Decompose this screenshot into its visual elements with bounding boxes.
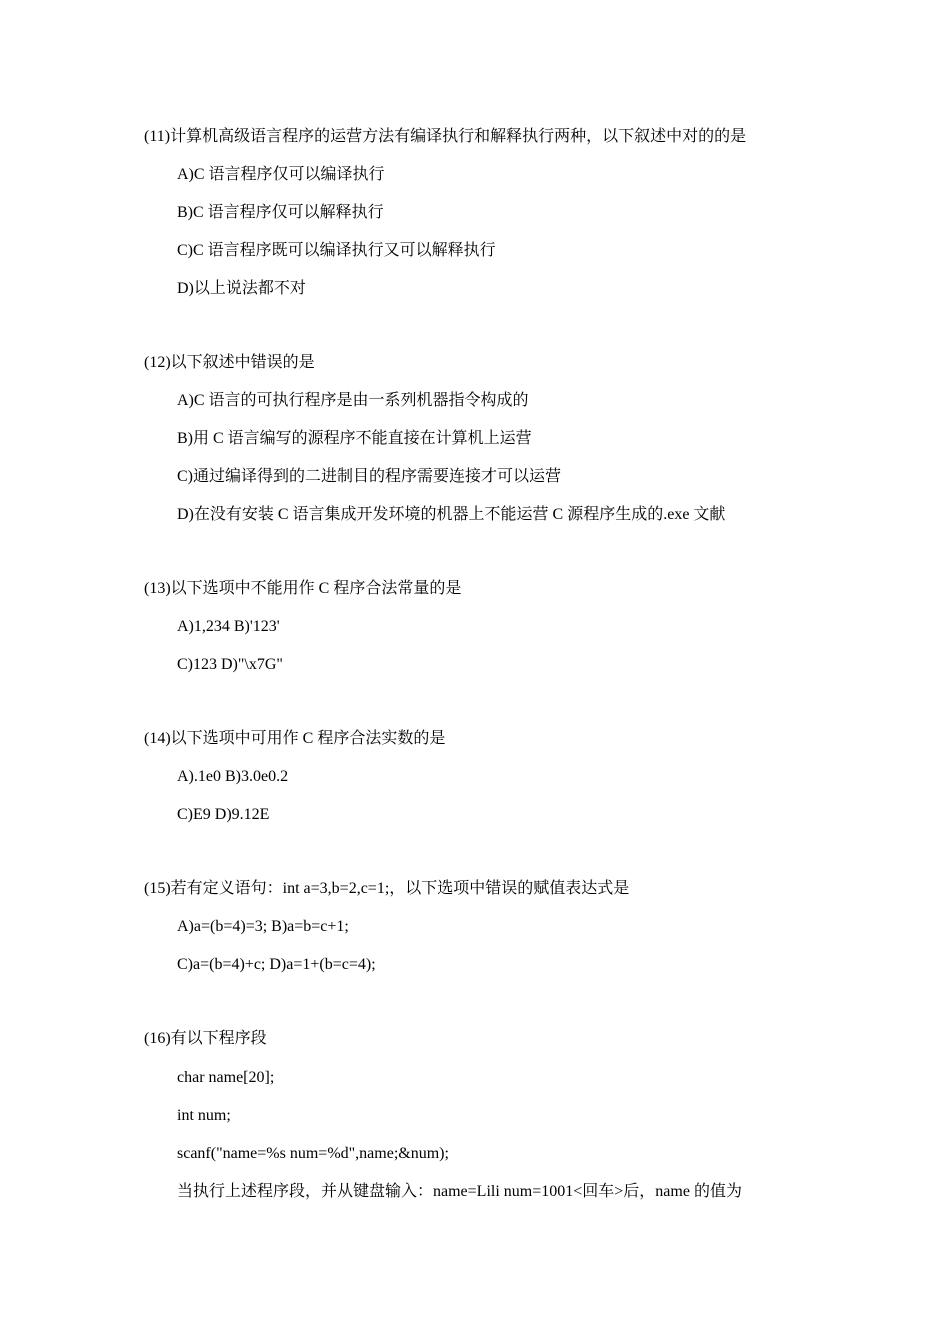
question-13-options-cd: C)123 D)"\x7G" — [177, 656, 283, 673]
question-11-option-d: D)以上说法都不对 — [177, 280, 306, 297]
question-14-options-ab: A).1e0 B)3.0e0.2 — [177, 768, 289, 785]
question-12-option-b: B)用 C 语言编写的源程序不能直接在计算机上运营 — [177, 430, 532, 447]
question-13-stem: (13)以下选项中不能用作 C 程序合法常量的是 — [144, 580, 462, 597]
question-16-code-line-3: scanf("name=%s num=%d",name;&num); — [177, 1145, 449, 1162]
question-11-option-a: A)C 语言程序仅可以编译执行 — [177, 166, 385, 183]
question-12-option-a: A)C 语言的可执行程序是由一系列机器指令构成的 — [177, 392, 529, 409]
question-11-stem: (11)计算机高级语言程序的运营方法有编译执行和解释执行两种，以下叙述中对的的是 — [144, 128, 747, 145]
question-14-stem: (14)以下选项中可用作 C 程序合法实数的是 — [144, 730, 446, 747]
question-15-stem: (15)若有定义语句：int a=3,b=2,c=1;，以下选项中错误的赋值表达式是 — [144, 880, 630, 897]
question-16-code-line-1: char name[20]; — [177, 1069, 275, 1086]
question-14-options-cd: C)E9 D)9.12E — [177, 806, 270, 823]
question-15-options-cd: C)a=(b=4)+c; D)a=1+(b=c=4); — [177, 956, 376, 973]
question-13-options-ab: A)1,234 B)'123' — [177, 618, 280, 635]
question-12-option-c: C)通过编译得到的二进制目的程序需要连接才可以运营 — [177, 468, 562, 485]
question-16-prompt: 当执行上述程序段，并从键盘输入：name=Lili num=1001<回车>后，name 的值为 — [177, 1183, 742, 1200]
question-12-stem: (12)以下叙述中错误的是 — [144, 354, 315, 371]
question-11-option-c: C)C 语言程序既可以编译执行又可以解释执行 — [177, 242, 496, 259]
question-15-options-ab: A)a=(b=4)=3; B)a=b=c+1; — [177, 918, 349, 935]
question-16-stem: (16)有以下程序段 — [144, 1030, 267, 1047]
question-11-option-b: B)C 语言程序仅可以解释执行 — [177, 204, 384, 221]
question-16-code-line-2: int num; — [177, 1107, 231, 1124]
question-12-option-d: D)在没有安装 C 语言集成开发环境的机器上不能运营 C 源程序生成的.exe 文献 — [177, 506, 726, 523]
